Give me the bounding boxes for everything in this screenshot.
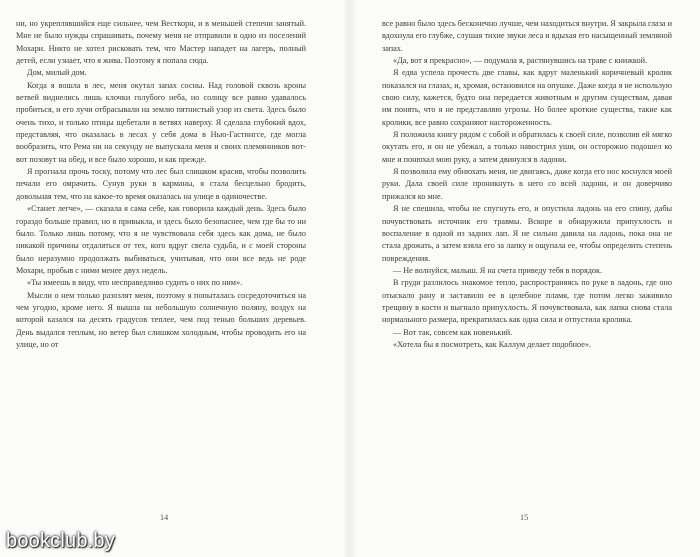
right-page — [382, 18, 672, 538]
paragraph: Мысли о нем только разозлят меня, поэтому я попыталась сосредоточиться на чем угодно, кроме него. Я вышла на небольшую солнечную поляну, воздух на которой казался на десять градусов теплее, чем под тенью больших деревьев. День выдался теплым, но ветер был слишком холодным, чтобы проводить его на улице, но от — [16, 290, 306, 349]
paragraph: «Хотела бы я посмотреть, как Каллум делает подобное». — [393, 339, 592, 349]
site-watermark: bookclub.by — [6, 530, 115, 552]
paragraph: Я не спешила, чтобы не спугнуть его, и опустила ладонь на его спину, дабы почувствовать источник его травмы. Вскоре я обнаружила припухлость и воспаление в одной из задних лап. Я не сильно давила на ладонь, пока она не стала дрожать, а затем взяла его за лапку и ощупала ее, чтобы определить степень повреждения. — [382, 204, 672, 263]
paragraph: — Вот так, совсем как новенький. — [393, 327, 513, 337]
paragraph: все равно было здесь бесконечно лучше, чем находиться внутри. Я закрыла глаза и вдохнула его глубже, слушая тихие звуки леса и вдыхая его насыщенный земляной запах. — [382, 19, 672, 53]
paragraph: Я прогнала прочь тоску, потому что лес был слишком красив, чтобы позволить печали его омрачить. Сунув руки в карманы, я стала бесцельно бродить, довольная тем, что на какое-то время оказалась на улице в одиночестве. — [16, 167, 306, 201]
paragraph: Я позволила ему обнюхать меня, не двигаясь, даже когда его нос коснулся моей руки. Дала своей силе проникнуть в него со всей ладони, и он доверчиво прижался ко мне. — [382, 167, 672, 201]
paragraph: Я положила книгу рядом с собой и обратилась к своей силе, позволив ей мягко окутать его, и он не убежал, а только навострил уши, он осторожно подошел ко мне и понюхал мою руку, а затем двинулся в ладони. — [382, 130, 672, 164]
paragraph: «Да, вот я прекрасно», — подумала я, растянувшись на траве с книжкой. — [393, 56, 648, 66]
paragraph: «Станет легче», — сказала я сама себе, как говорила каждый день. Здесь было гораздо больше правил, но я привыкла, и здесь было безопаснее, чем где бы то ни было. Только лишь потому, что я не чувствовала себя здесь как дома, не было никакой причины отдаляться от тех, кого вдруг свела судьба, и с моей стороны было неразумно продолжать выбиваться, учитывая, что они все ведь не роде Мохари, пробыв с ними менее двух недель. — [16, 204, 306, 275]
left-page — [16, 18, 306, 538]
page-number-left: 14 — [160, 513, 169, 522]
paragraph: Я едва успела прочесть две главы, как вдруг маленький коричневый кролик показался на глазах, и, хромая, остановился на опушке. Даже когда я не использую свою силу, кажется, будто она передается животным и другим существам, давая им понять, что я не представляю угрозы. Но более кроткие существа, такие как кролики, все равно сохраняют настороженность. — [382, 68, 672, 127]
paragraph: В груди разлилось знакомое тепло, распространяясь по руке в ладонь, где оно отыскало рану и заставило ее в целебное пламя, где потом легко заживило трещину в кости и выгнало припухлость. Я почувствовала, как лапка снова стала нормального размера, прекратилась как одна сила и отпустила кролика. — [382, 278, 672, 325]
paragraph: Когда я вошла в лес, меня окутал запах сосны. Над головой сквозь кроны ветвей виднелись лишь клочки голубого неба, но солнцу все равно удавалось пробиться, и его лучи отбрасывали на землю пятнистый узор из света. Здесь было очень тихо, и только птицы щебетали в ветвях наверху. Я сделала глубокий вдох, представляя, что оказалась в лесах у себя дома в Нью-Гастингсе, где могла вообразить, что Рема ни на секунду не выпускала меня и своих племянников вот-вот позовут на обед, и все было хорошо, и как прежде. — [16, 80, 306, 164]
book-gutter — [343, 0, 357, 557]
paragraph: «Ты имеешь в виду, что несправедливо судить о них по ним». — [27, 278, 243, 288]
paragraph: Дом, милый дом. — [27, 68, 87, 78]
paragraph: — Не волнуйся, малыш. Я на счета приведу тебя в порядок. — [393, 265, 603, 275]
paragraph: ни, но укреплявшийся еще сильнее, чем Весткорн, и в меньшей степени занятый. Мне не было нужды спрашивать, почему меня не отправили в одно из поселений Мохари. Никто не хотел рисковать тем, что Мастер нападет на лагерь, полный детей, если узнает, что я жива. Поэтому я попала сюда. — [16, 19, 306, 66]
page-number-right: 15 — [520, 513, 529, 522]
